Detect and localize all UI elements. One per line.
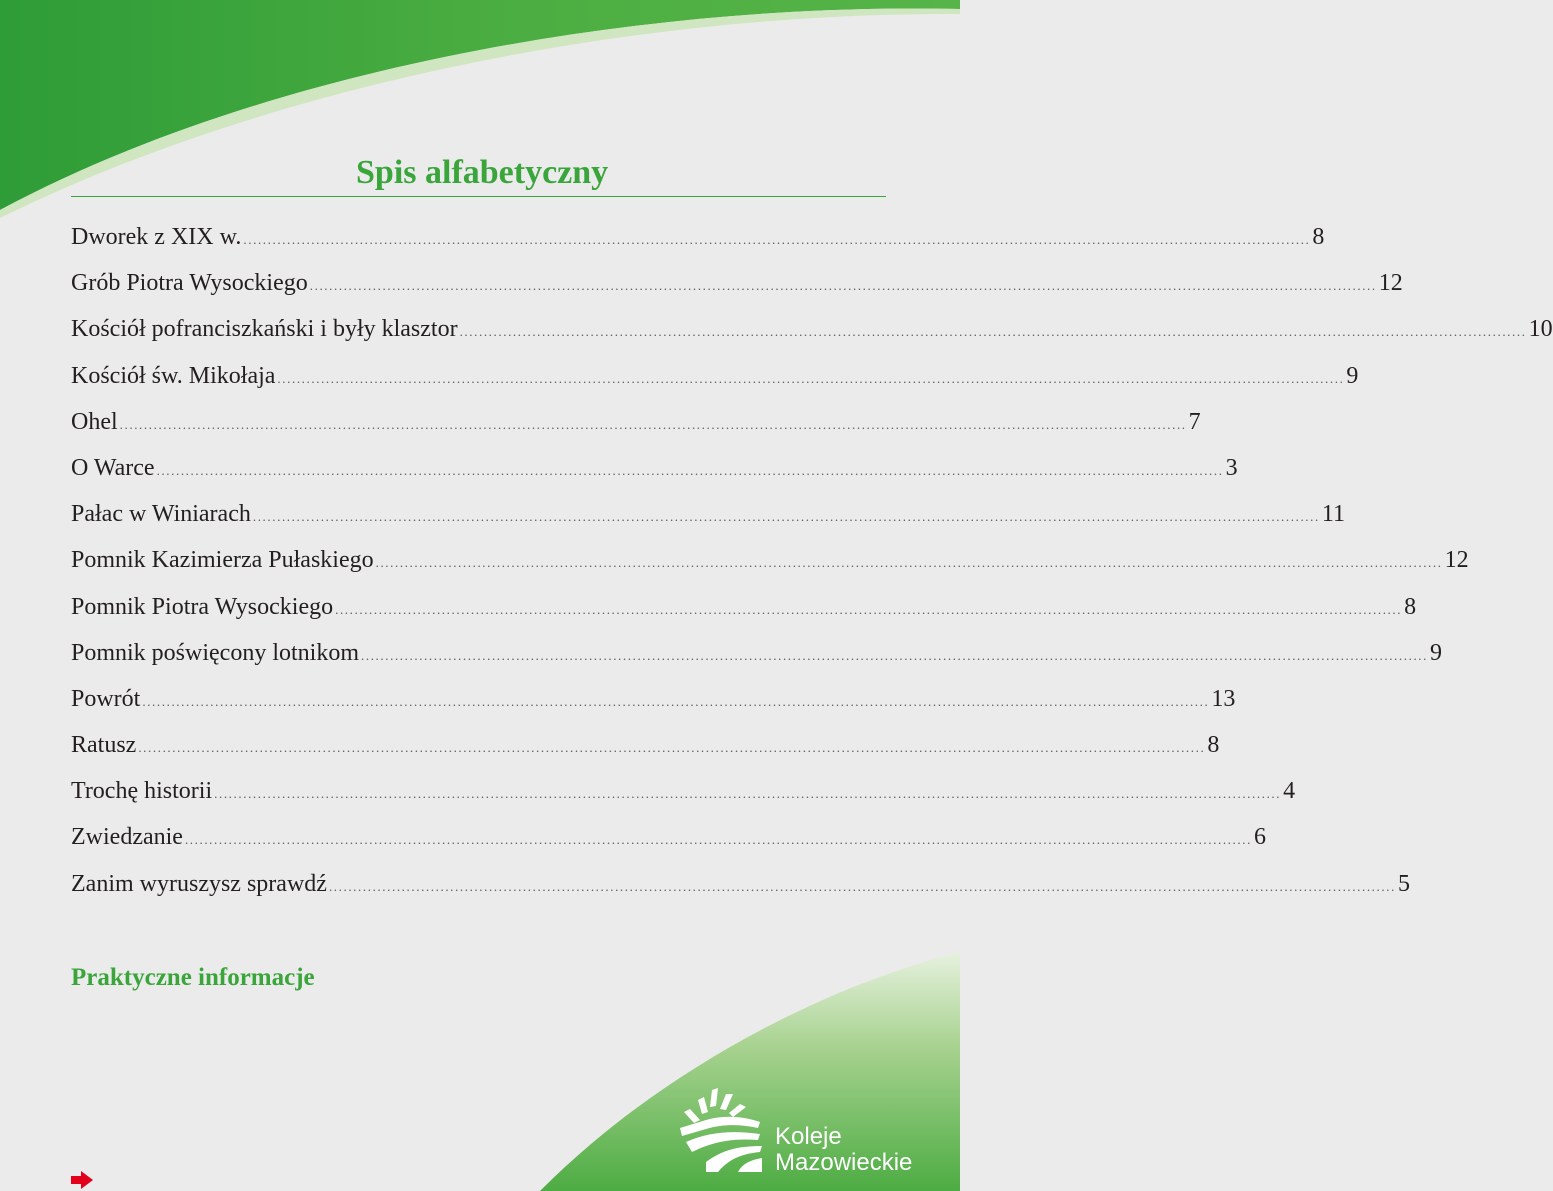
toc-item[interactable] (71, 306, 1553, 352)
koleje-mazowieckie-logo-icon (676, 1082, 772, 1178)
toc-item-page: 11 (1321, 501, 1345, 528)
page-title: Spis alfabetyczny (356, 154, 609, 191)
toc-item-page: 10 (1528, 316, 1553, 343)
toc-item-page: 3 (1225, 454, 1238, 481)
dot-leader: ............................................................................................................................................................................................................................ (309, 278, 1377, 294)
toc-item-page: 7 (1188, 408, 1201, 435)
toc-item-page: 12 (1444, 547, 1469, 574)
toc-item[interactable] (71, 260, 1403, 306)
toc-item-page: 8 (1312, 224, 1325, 250)
toc-item-label: Pałac w Winiarach (71, 501, 251, 528)
toc-item-page: 6 (1253, 824, 1266, 851)
toc-item-label: Kościół pofranciszkański i były klasztor (71, 316, 458, 343)
toc-item-label: Zwiedzanie (71, 824, 183, 851)
brand-name (775, 1124, 912, 1176)
dot-leader: ............................................................................................................................................................................................................................ (277, 370, 1345, 386)
toc-item[interactable] (71, 768, 1296, 814)
dot-leader: ............................................................................................................................................................................................................................ (459, 324, 1527, 340)
dot-leader: ............................................................................................................................................................................................................................ (156, 462, 1224, 478)
dot-leader: ............................................................................................................................................................................................................................ (214, 786, 1282, 802)
toc-item-label: Kościół św. Mikołaja (71, 362, 276, 389)
toc-item[interactable] (71, 491, 1345, 537)
toc-item-label: Zanim wyruszysz sprawdź (71, 870, 327, 897)
dot-leader: ............................................................................................................................................................................................................................ (243, 232, 1311, 247)
toc-item[interactable] (71, 630, 1442, 676)
toc-item-label: Powrót (71, 685, 141, 712)
toc-item-label: O Warce (71, 454, 155, 481)
dot-leader: ............................................................................................................................................................................................................................ (119, 416, 1187, 432)
arrow-right-icon[interactable] (70, 1170, 94, 1190)
toc-item[interactable] (71, 814, 1266, 860)
dot-leader: ............................................................................................................................................................................................................................ (184, 832, 1252, 848)
dot-leader: ............................................................................................................................................................................................................................ (375, 555, 1443, 571)
dot-leader: ............................................................................................................................................................................................................................ (142, 693, 1210, 709)
dot-leader: ............................................................................................................................................................................................................................ (328, 878, 1396, 894)
toc-item-page: 5 (1397, 870, 1410, 897)
toc-item-label: Pomnik poświęcony lotnikom (71, 639, 359, 666)
toc-item[interactable] (71, 676, 1236, 722)
toc-item-page: 8 (1404, 593, 1417, 620)
brand-line-2: Mazowieckie (775, 1149, 913, 1176)
toc-item[interactable] (71, 445, 1238, 491)
toc-item[interactable] (71, 214, 1325, 260)
toc-item-page: 13 (1211, 685, 1236, 712)
toc-item-label: Trochę historii (71, 778, 213, 805)
dot-leader: ............................................................................................................................................................................................................................ (335, 601, 1403, 617)
toc-item[interactable] (71, 584, 1417, 630)
table-of-contents (71, 214, 1553, 907)
dot-leader: ............................................................................................................................................................................................................................ (252, 509, 1320, 525)
toc-item[interactable] (71, 861, 1410, 907)
toc-item-label: Ratusz (71, 732, 137, 759)
toc-item-page: 8 (1207, 732, 1220, 759)
toc-item-page: 4 (1283, 778, 1296, 805)
practical-info-link[interactable]: Praktyczne informacje (71, 964, 315, 991)
toc-item[interactable] (71, 353, 1359, 399)
toc-item-page: 12 (1378, 270, 1403, 297)
toc-item[interactable] (71, 399, 1201, 445)
toc-item-page: 9 (1346, 362, 1359, 389)
toc-item-label: Dworek z XIX w. (71, 224, 242, 250)
toc-item-label: Ohel (71, 408, 118, 435)
toc-item-label: Pomnik Kazimierza Pułaskiego (71, 547, 374, 574)
toc-item[interactable] (71, 722, 1220, 768)
toc-item-label: Pomnik Piotra Wysockiego (71, 593, 334, 620)
title-divider (71, 196, 886, 197)
dot-leader: ............................................................................................................................................................................................................................ (138, 740, 1206, 756)
toc-item-label: Grób Piotra Wysockiego (71, 270, 308, 297)
dot-leader: ............................................................................................................................................................................................................................ (361, 647, 1428, 663)
toc-item-page: 9 (1430, 639, 1442, 666)
brand-line-1: Koleje (775, 1123, 842, 1150)
toc-item[interactable] (71, 537, 1469, 583)
